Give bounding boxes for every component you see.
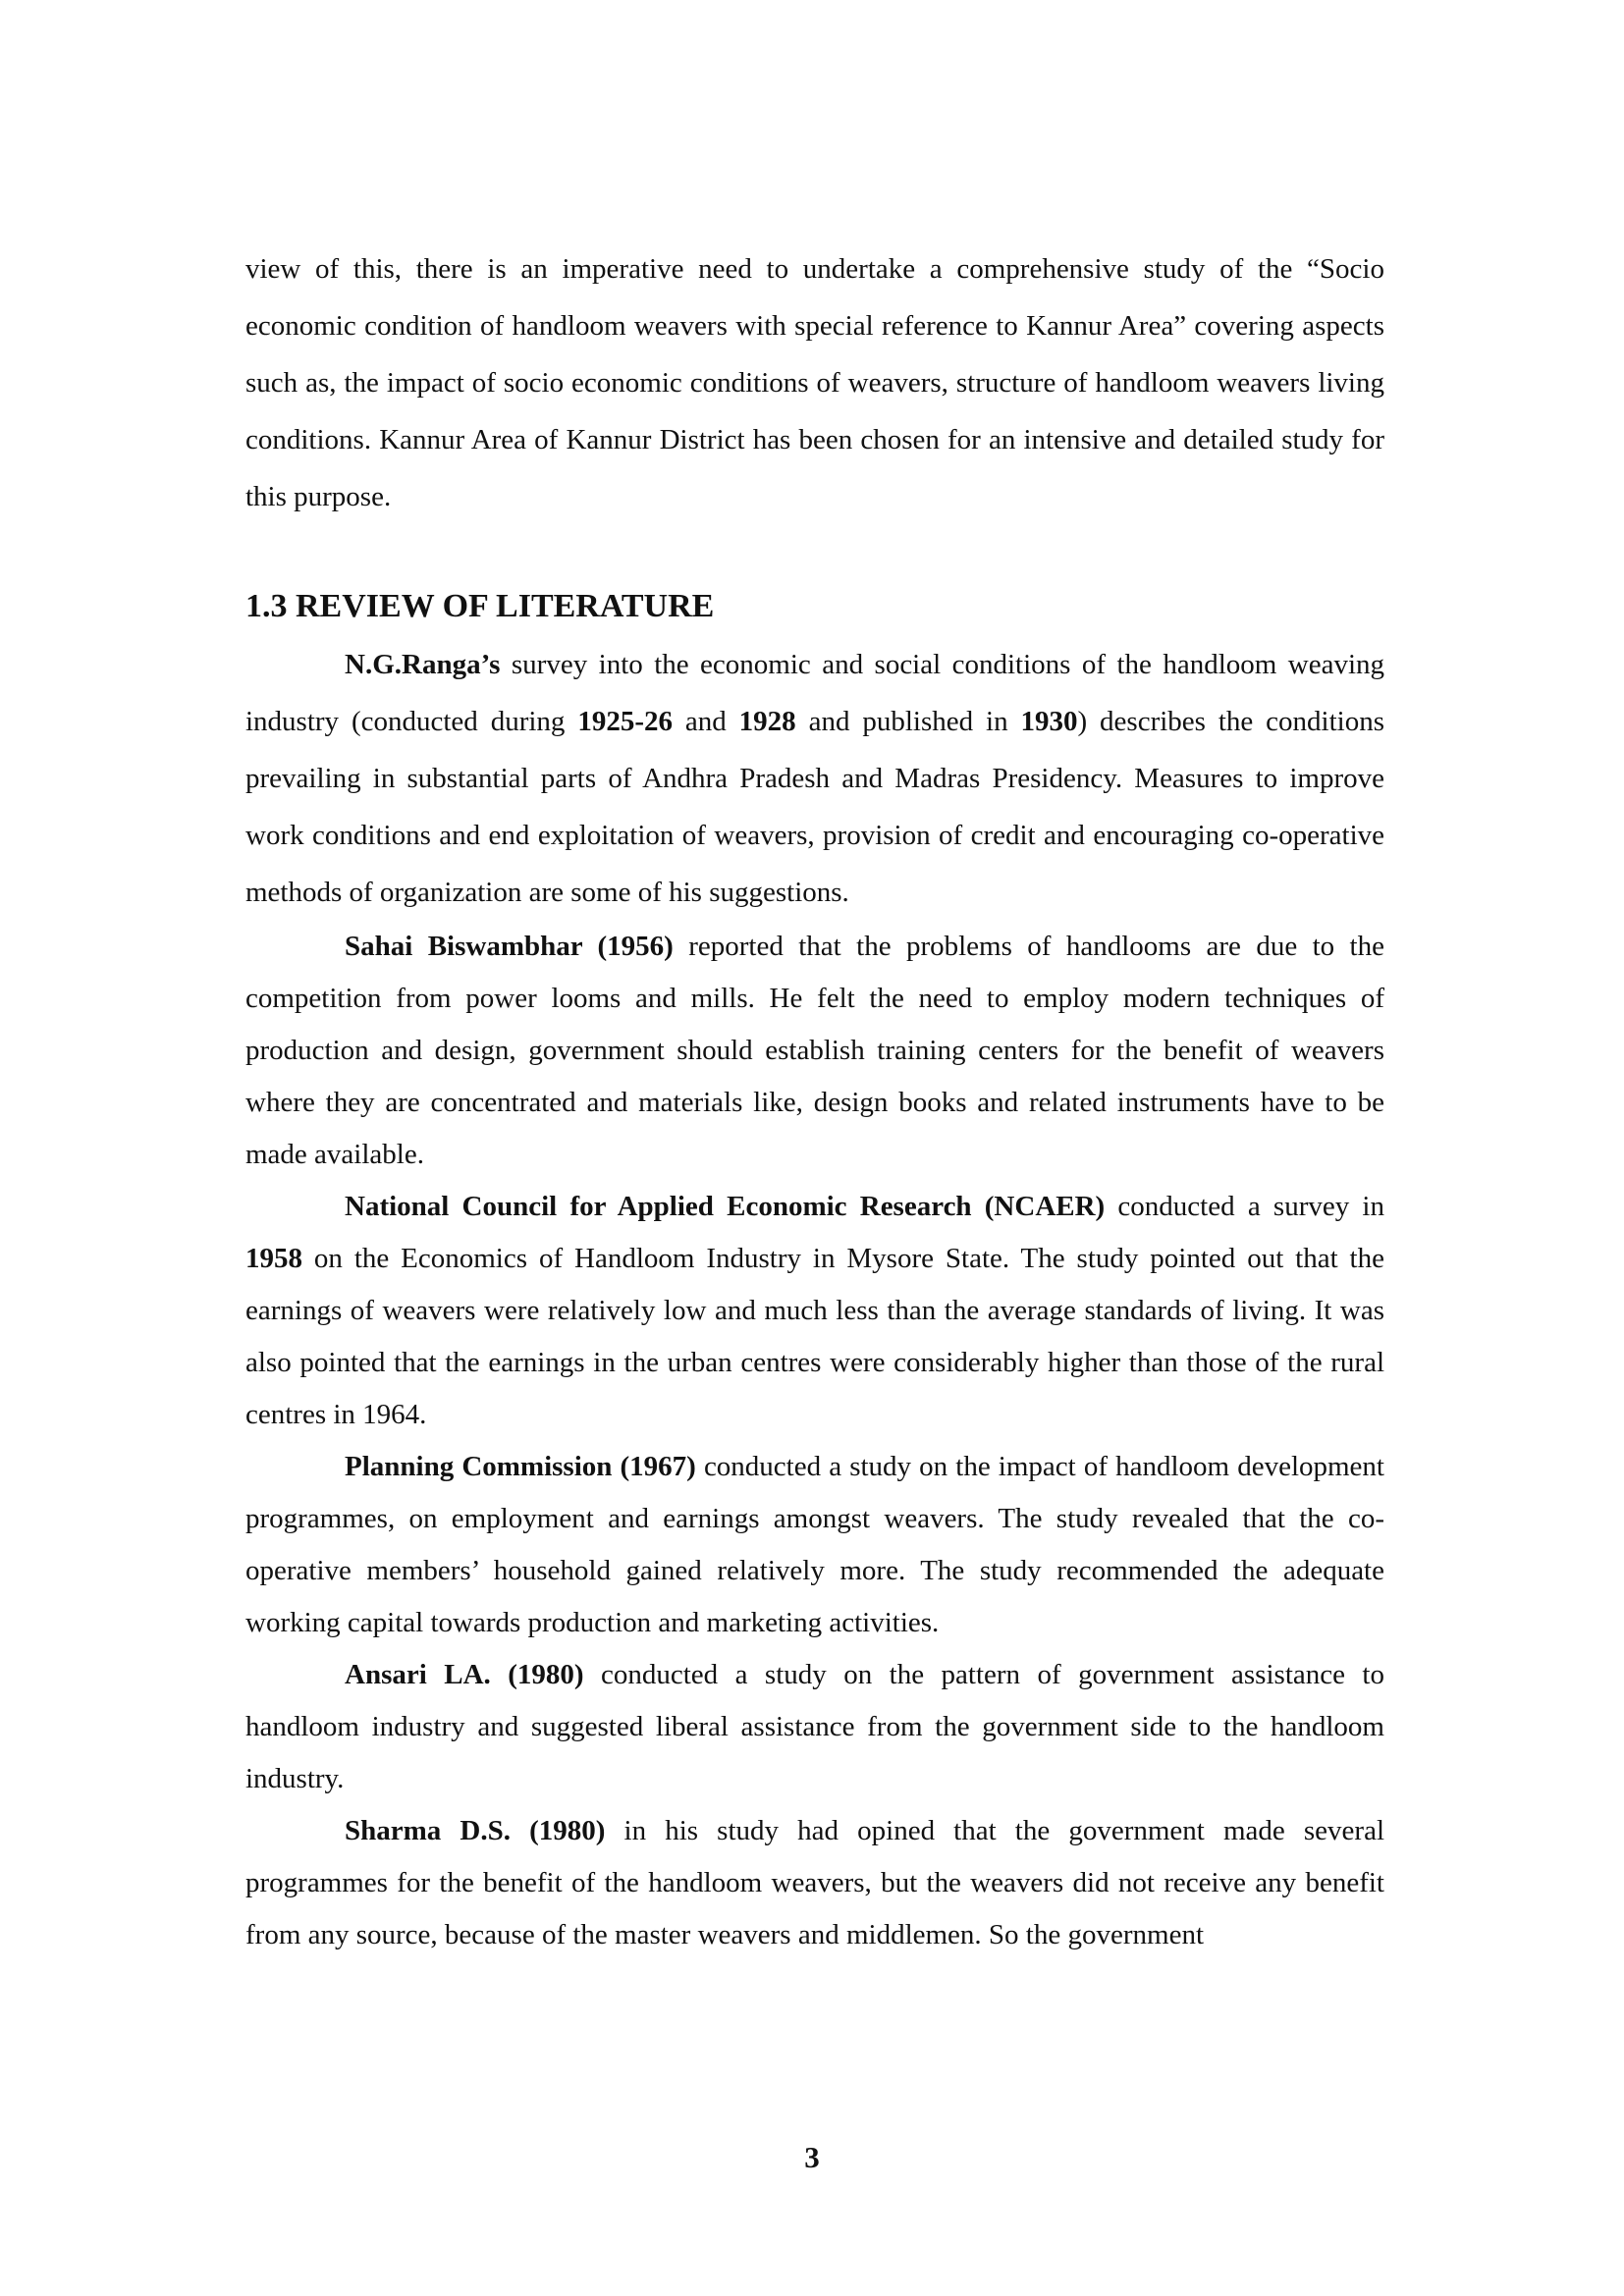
- review-author: Sahai Biswambhar (1956): [345, 931, 674, 962]
- review-year: 1928: [738, 706, 796, 737]
- review-text: conducted a study on the impact of handloom development programmes, on employment and earnings amongst weavers. The study revealed that the co-operative members’ household gained relatively more. The study recommended the adequate working capital towards production and marketing activities.: [245, 1451, 1384, 1638]
- review-text: survey into the economic and social conditions of the handloom weaving industry (conducted during: [245, 649, 1384, 737]
- review-sharma: [245, 1805, 1384, 1961]
- review-author: Planning Commission (1967): [345, 1451, 696, 1482]
- section-heading: 1.3 REVIEW OF LITERATURE: [245, 588, 715, 624]
- review-author: N.G.Ranga’s: [345, 649, 501, 680]
- review-text: and published in: [795, 706, 1021, 737]
- review-text: ) describes the conditions prevailing in substantial parts of Andhra Pradesh and Madras Presidency. Measures to improve work conditions and end exploitation of weavers, provision of credit and encouraging co-operative methods of organization are some of his suggestions.: [245, 706, 1385, 908]
- review-author: National Council for Applied Economic Research (NCAER): [345, 1191, 1106, 1222]
- page-number: 3: [804, 2140, 820, 2174]
- review-text: and: [672, 706, 739, 737]
- review-year: 1958: [245, 1243, 302, 1274]
- review-ansari: [245, 1649, 1384, 1805]
- review-text: on the Economics of Handloom Industry in Mysore State. The study pointed out that the earnings of weavers were relatively low and much less than the average standards of living. It was also pointed that the earnings in the urban centres were considerably higher than those of the rural centres in 1964.: [245, 1243, 1384, 1430]
- review-text: reported that the problems of handlooms are due to the competition from power looms and mills. He felt the need to employ modern techniques of production and design, government should establish training centers for the benefit of weavers where they are concentrated and materials like, design books and related instruments have to be made available.: [245, 931, 1384, 1170]
- review-text: conducted a study on the pattern of government assistance to handloom industry and suggested liberal assistance from the government side to the handloom industry.: [245, 1659, 1384, 1794]
- review-year: 1930: [1020, 706, 1078, 737]
- review-author: Sharma D.S. (1980): [345, 1815, 606, 1846]
- document-page: [245, 240, 1384, 1961]
- review-text: in his study had opined that the government made several programmes for the benefit of the handloom weavers, but the weavers did not receive any benefit from any source, because of the master weavers and middlemen. So the government: [245, 1815, 1385, 1950]
- review-author: Ansari LA. (1980): [345, 1659, 584, 1690]
- intro-paragraph: view of this, there is an imperative need to undertake a comprehensive study of the “Socio economic condition of handloom weavers with special reference to Kannur Area” covering aspects such as, the impact of socio economic conditions of weavers, structure of handloom weavers living conditions. Kannur Area of Kannur District has been chosen for an intensive and detailed study for this purpose.: [245, 253, 1384, 512]
- review-year: 1925-26: [577, 706, 673, 737]
- review-ranga: [245, 636, 1384, 921]
- review-ncaer: [245, 1181, 1384, 1441]
- review-planning-commission: [245, 1441, 1384, 1649]
- review-biswambhar: [245, 921, 1384, 1181]
- review-text: conducted a survey in: [1105, 1191, 1384, 1222]
